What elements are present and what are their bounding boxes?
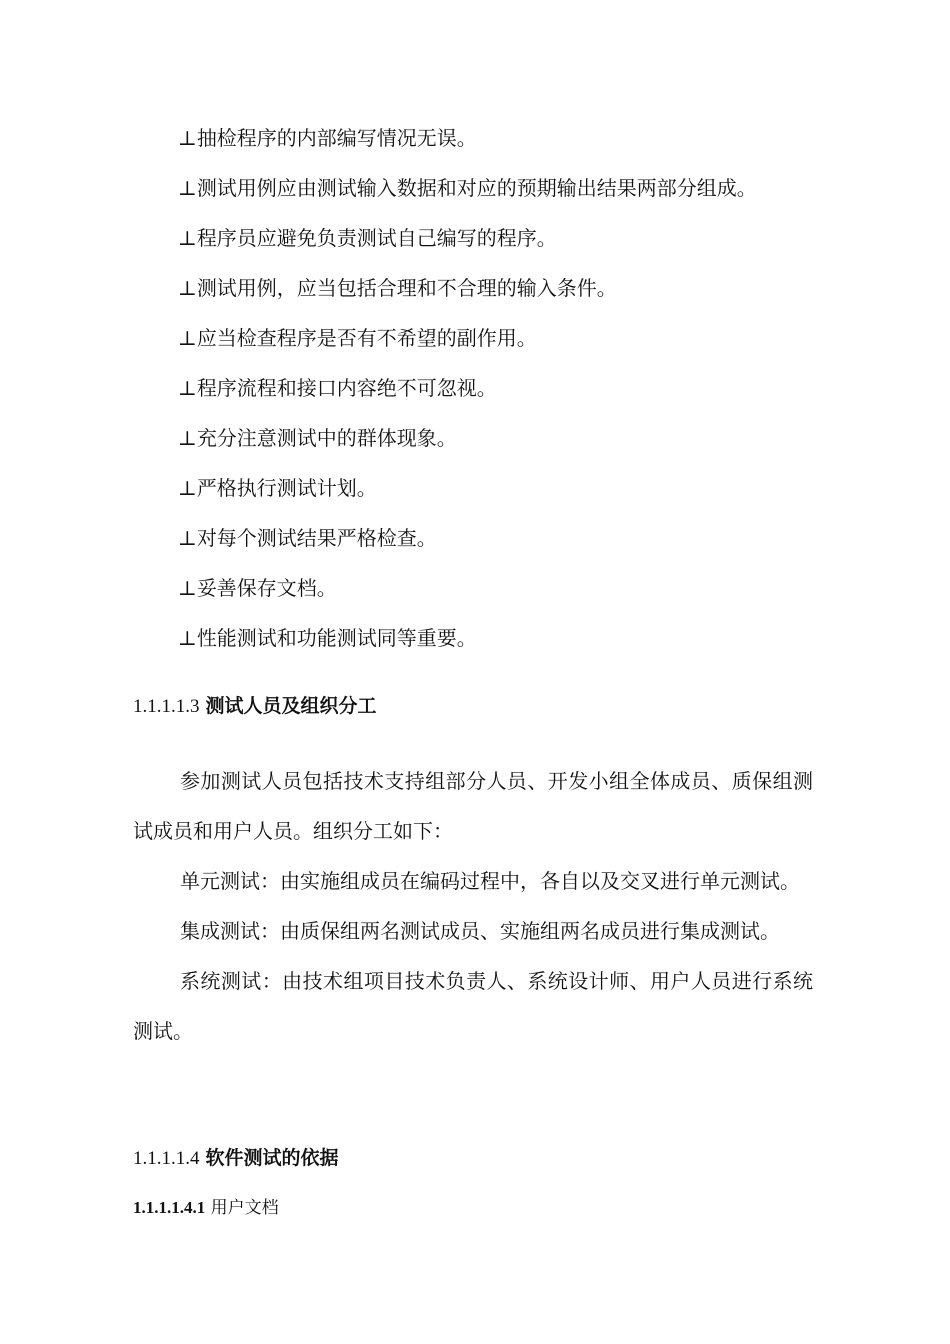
subsection-number: 1.1.1.1.4.1 xyxy=(133,1198,206,1217)
list-item-text: 妥善保存文档。 xyxy=(196,576,337,600)
bullet-mark: ⊥ xyxy=(178,526,197,550)
list-item xyxy=(178,570,858,620)
section-title: 软件测试的依据 xyxy=(205,1147,339,1169)
paragraph: 参加测试人员包括技术支持组部分人员、开发小组全体成员、质保组测试成员和用户人员。组织分工如下： xyxy=(133,769,813,843)
list-item xyxy=(178,220,858,270)
list-item-text: 程序流程和接口内容绝不可忽视。 xyxy=(196,376,497,400)
bullet-mark: ⊥ xyxy=(178,476,197,500)
staff-description xyxy=(133,756,813,1056)
subsection-heading-user-docs xyxy=(133,1194,279,1222)
list-item xyxy=(178,320,858,370)
list-item-text: 测试用例应由测试输入数据和对应的预期输出结果两部分组成。 xyxy=(196,176,757,200)
bullet-mark: ⊥ xyxy=(178,276,197,300)
list-item xyxy=(178,120,858,170)
list-item xyxy=(178,270,858,320)
section-number: 1.1.1.1.3 xyxy=(133,696,200,717)
bullet-mark: ⊥ xyxy=(178,176,197,200)
bullet-mark: ⊥ xyxy=(178,226,197,250)
bullet-mark: ⊥ xyxy=(178,326,197,350)
list-item-text: 严格执行测试计划。 xyxy=(196,476,377,500)
section-heading-basis xyxy=(133,1144,339,1173)
list-item-text: 抽检程序的内部编写情况无误。 xyxy=(196,126,477,150)
list-item-text: 程序员应避免负责测试自己编写的程序。 xyxy=(196,226,557,250)
bullet-mark: ⊥ xyxy=(178,576,197,600)
list-item xyxy=(178,170,858,220)
paragraph: 系统测试：由技术组项目技术负责人、系统设计师、用户人员进行系统测试。 xyxy=(133,969,813,1043)
subsection-title: 用户文档 xyxy=(210,1198,279,1218)
test-principles-list xyxy=(178,120,858,670)
list-item xyxy=(178,620,858,670)
list-item xyxy=(178,420,858,470)
section-title: 测试人员及组织分工 xyxy=(205,695,377,717)
paragraph: 集成测试：由质保组两名测试成员、实施组两名成员进行集成测试。 xyxy=(180,919,780,943)
list-item-text: 应当检查程序是否有不希望的副作用。 xyxy=(196,326,537,350)
bullet-mark: ⊥ xyxy=(178,426,197,450)
bullet-mark: ⊥ xyxy=(178,376,197,400)
list-item-text: 性能测试和功能测试同等重要。 xyxy=(196,626,477,650)
list-item xyxy=(178,470,858,520)
list-item-text: 对每个测试结果严格检查。 xyxy=(196,526,437,550)
section-number: 1.1.1.1.4 xyxy=(133,1148,200,1169)
list-item xyxy=(178,370,858,420)
bullet-mark: ⊥ xyxy=(178,626,197,650)
section-heading-staff xyxy=(133,692,377,721)
paragraph: 单元测试：由实施组成员在编码过程中，各自以及交叉进行单元测试。 xyxy=(180,869,800,893)
bullet-mark: ⊥ xyxy=(178,126,197,150)
list-item-text: 充分注意测试中的群体现象。 xyxy=(196,426,457,450)
list-item-text: 测试用例，应当包括合理和不合理的输入条件。 xyxy=(196,276,617,300)
list-item xyxy=(178,520,858,570)
